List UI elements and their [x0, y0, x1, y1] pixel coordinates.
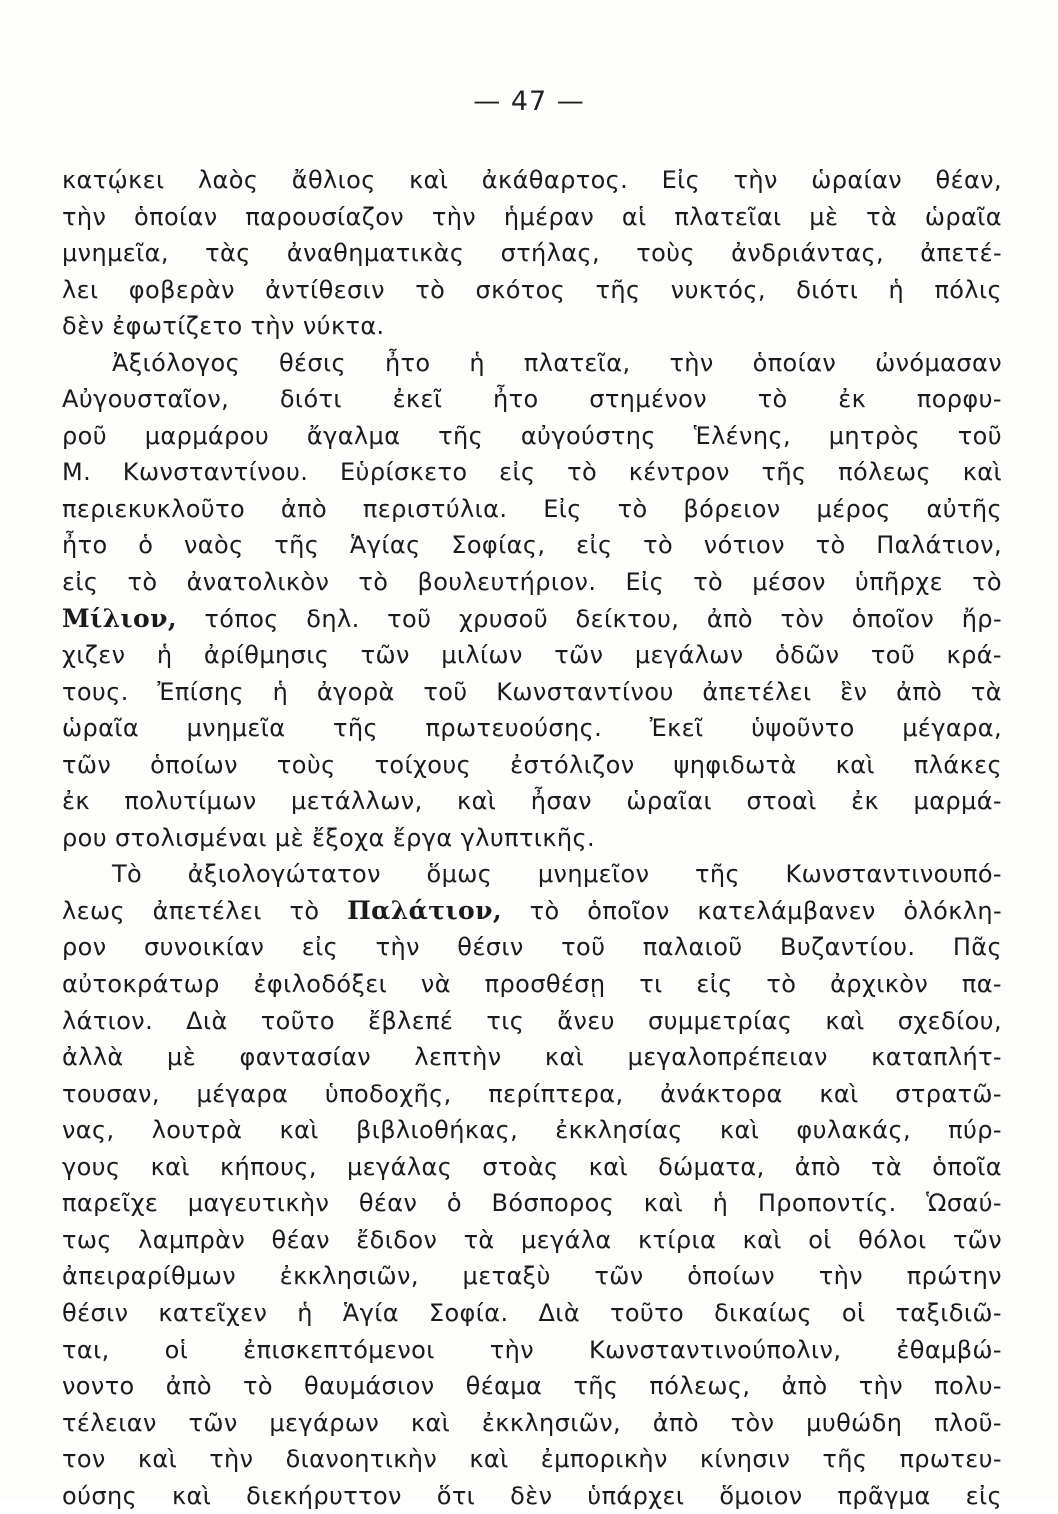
- text-span: λεως ἀπετέλει τὸ: [62, 896, 348, 925]
- text-line: ροῦ μαρμάρου ἄγαλμα τῆς αὐγούστης Ἑλένης, μητρὸς τοῦ: [62, 421, 1002, 450]
- text-line: ται, οἱ ἐπισκεπτόμενοι τὴν Κωνσταντινούπολιν, ἐθαμβώ-: [62, 1335, 1002, 1364]
- text-line: παρεῖχε μαγευτικὴν θέαν ὁ Βόσπορος καὶ ἡ Προποντίς. Ὡσαύ-: [62, 1189, 1002, 1218]
- text-line: κατῴκει λαὸς ἄθλιος καὶ ἀκάθαρτος. Εἰς τὴν ὡραίαν θέαν,: [62, 166, 1002, 194]
- text-line: Μ. Κωνσταντίνου. Εὑρίσκετο εἰς τὸ κέντρον τῆς πόλεως καὶ: [62, 458, 1002, 487]
- text-line: τέλειαν τῶν μεγάρων καὶ ἐκκλησιῶν, ἀπὸ τὸν μυθώδη πλοῦ-: [62, 1408, 1002, 1437]
- text-line: ούσης καὶ διεκήρυττον ὅτι δὲν ὑπάρχει ὅμοιον πρᾶγμα εἰς: [62, 1481, 1002, 1510]
- text-line: νας, λουτρὰ καὶ βιβλιοθήκας, ἐκκλησίας καὶ φυλακάς, πύρ-: [62, 1116, 1002, 1145]
- text-line: εἰς τὸ ἀνατολικὸν τὸ βουλευτήριον. Εἰς τὸ μέσον ὑπῆρχε τὸ: [62, 568, 1002, 597]
- text-line: τουσαν, μέγαρα ὑποδοχῆς, περίπτερα, ἀνάκτορα καὶ στρατῶ-: [62, 1079, 1002, 1108]
- text-line: αὐτοκράτωρ ἐφιλοδόξει νὰ προσθέσῃ τι εἰς τὸ ἀρχικὸν πα-: [62, 970, 1002, 999]
- text-span: τόπος δηλ. τοῦ χρυσοῦ δείκτου, ἀπὸ τὸν ὁποῖον ἤρ-: [176, 604, 1002, 633]
- text-line: ἦτο ὁ ναὸς τῆς Ἁγίας Σοφίας, εἰς τὸ νότιον τὸ Παλάτιον,: [62, 531, 1002, 560]
- text-line: γους καὶ κήπους, μεγάλας στοὰς καὶ δώματα, ἀπὸ τὰ ὁποῖα: [62, 1152, 1002, 1181]
- text-line: νοντο ἀπὸ τὸ θαυμάσιον θέαμα τῆς πόλεως, ἀπὸ τὴν πολυ-: [62, 1372, 1002, 1401]
- text-line: Ἀξιόλογος θέσις ἦτο ἡ πλατεῖα, τὴν ὁποίαν ὠνόμασαν: [112, 348, 1002, 377]
- text-line: [62, 601, 1002, 638]
- page-number: — 47 —: [473, 86, 585, 117]
- text-line: δὲν ἐφωτίζετο τὴν νύκτα.: [62, 312, 385, 341]
- text-line: ὡραῖα μνημεῖα τῆς πρωτευούσης. Ἐκεῖ ὑψοῦντο μέγαρα,: [62, 714, 1002, 743]
- text-line: λάτιον. Διὰ τοῦτο ἔβλεπέ τις ἄνευ συμμετρίας καὶ σχεδίου,: [62, 1006, 1002, 1035]
- text-line: τῶν ὁποίων τοὺς τοίχους ἐστόλιζον ψηφιδωτὰ καὶ πλάκες: [62, 750, 1002, 779]
- text-line: Αὐγουσταῖον, διότι ἐκεῖ ἦτο στημένον τὸ ἐκ πορφυ-: [62, 385, 1002, 414]
- text-line: τὴν ὁποίαν παρουσίαζον τὴν ἡμέραν αἱ πλατεῖαι μὲ τὰ ὡραῖα: [62, 202, 1002, 231]
- body-text: [62, 162, 1002, 1514]
- text-line: θέσιν κατεῖχεν ἡ Ἁγία Σοφία. Διὰ τοῦτο δικαίως οἱ ταξιδιῶ-: [62, 1298, 1002, 1327]
- text-line: μνημεῖα, τὰς ἀναθηματικὰς στήλας, τοὺς ἀνδριάντας, ἀπετέ-: [62, 239, 1002, 268]
- bold-term: Παλάτιον,: [347, 895, 502, 925]
- text-line: χιζεν ἡ ἀρίθμησις τῶν μιλίων τῶν μεγάλων ὁδῶν τοῦ κρά-: [62, 641, 1002, 670]
- text-line: τως λαμπρὰν θέαν ἔδιδον τὰ μεγάλα κτίρια καὶ οἱ θόλοι τῶν: [62, 1225, 1002, 1254]
- text-line: Τὸ ἀξιολογώτατον ὅμως μνημεῖον τῆς Κωνσταντινουπό-: [112, 860, 1002, 889]
- text-line: ρον συνοικίαν εἰς τὴν θέσιν τοῦ παλαιοῦ Βυζαντίου. Πᾶς: [62, 933, 1002, 962]
- text-line: ἐκ πολυτίμων μετάλλων, καὶ ἦσαν ὡραῖαι στοαὶ ἐκ μαρμά-: [62, 787, 1002, 816]
- text-line: λει φοβερὰν ἀντίθεσιν τὸ σκότος τῆς νυκτός, διότι ἡ πόλις: [62, 275, 1002, 304]
- text-span: τὸ ὁποῖον κατελάμβανεν ὁλόκλη-: [501, 896, 1002, 925]
- text-line: ρου στολισμέναι μὲ ἔξοχα ἔργα γλυπτικῆς.: [62, 823, 595, 852]
- text-line: ἀλλὰ μὲ φαντασίαν λεπτὴν καὶ μεγαλοπρέπειαν καταπλήτ-: [62, 1043, 1002, 1072]
- bold-term: Μίλιον,: [62, 603, 177, 633]
- text-line: περιεκυκλοῦτο ἀπὸ περιστύλια. Εἰς τὸ βόρειον μέρος αὐτῆς: [62, 494, 1002, 523]
- text-line: [62, 893, 1002, 930]
- text-line: τον καὶ τὴν διανοητικὴν καὶ ἐμπορικὴν κίνησιν τῆς πρωτευ-: [62, 1445, 1002, 1474]
- text-line: τους. Ἐπίσης ἡ ἀγορὰ τοῦ Κωνσταντίνου ἀπετέλει ἓν ἀπὸ τὰ: [62, 677, 1002, 706]
- text-line: ἀπειραρίθμων ἐκκλησιῶν, μεταξὺ τῶν ὁποίων τὴν πρώτην: [62, 1262, 1002, 1291]
